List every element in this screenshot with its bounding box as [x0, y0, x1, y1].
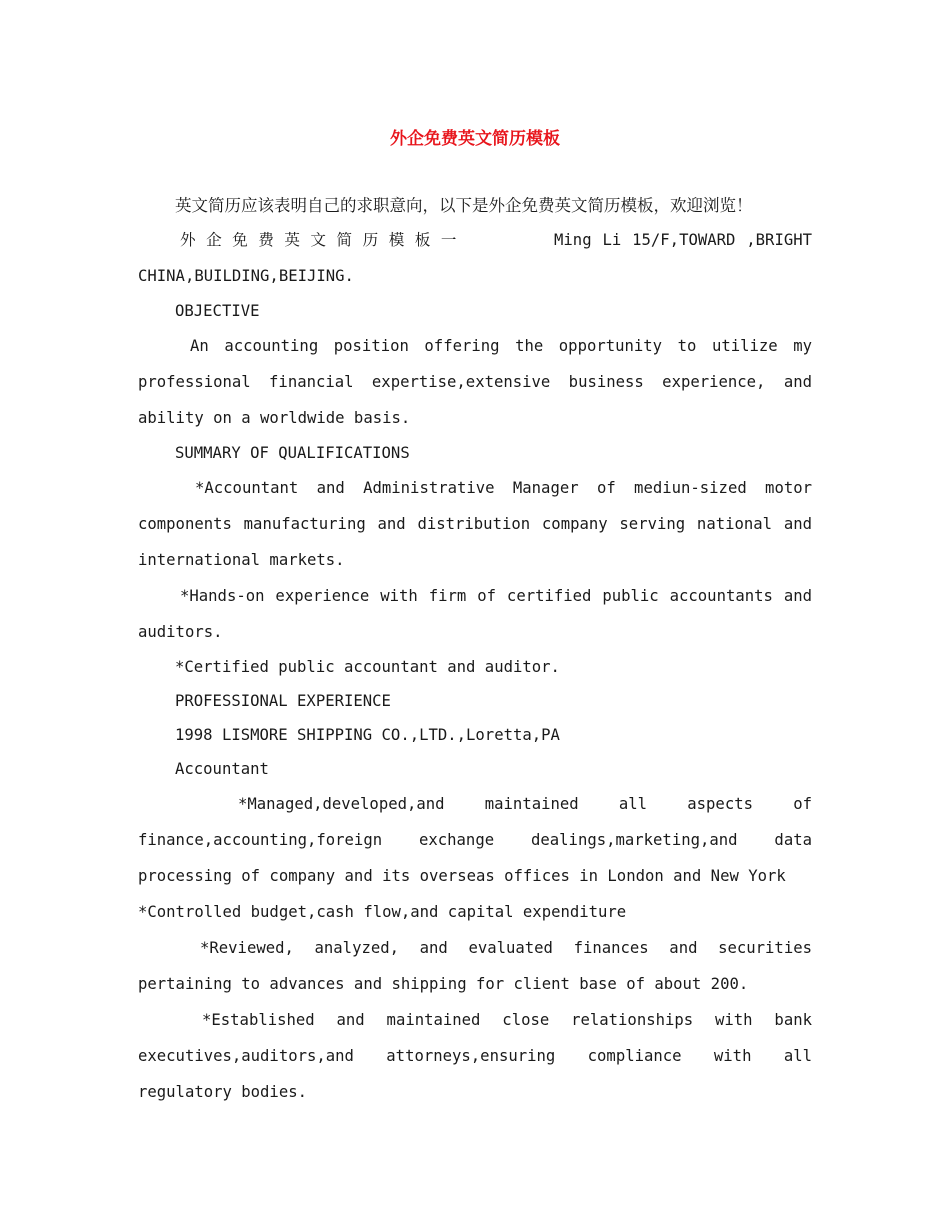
template-heading: 外企免费英文简历模板一 [180, 231, 467, 249]
objective-text: An accounting position offering the opportunity to utilize my professional financial expertise,extensive business experience, and ability on a worldwide basis. [138, 337, 812, 427]
employer-line: 1998 LISMORE SHIPPING CO.,LTD.,Loretta,PA [175, 726, 560, 744]
qualification-item: *Accountant and Administrative Manager of mediun-sized motor components manufacturing and distribution company serving national and international markets. [138, 479, 812, 569]
duty-item: *Established and maintained close relationships with bank executives,auditors,and attorneys,ensuring compliance with all regulatory bodies. [138, 1011, 812, 1101]
document-body [138, 190, 812, 1110]
qualification-item: *Hands-on experience with firm of certified public accountants and auditors. [138, 587, 812, 641]
duty-item: *Managed,developed,and maintained all aspects of finance,accounting,foreign exchange dealings,marketing,and data processing of company and its overseas offices in London and New York [138, 795, 812, 885]
address: Ming Li 15/F,TOWARD ,BRIGHT CHINA,BUILDING,BEIJING. [138, 231, 812, 285]
document-title: 外企免费英文简历模板 [390, 129, 560, 149]
job-title: Accountant [175, 760, 269, 778]
intro-paragraph: 英文简历应该表明自己的求职意向，以下是外企免费英文简历模板，欢迎浏览！ [175, 196, 753, 215]
template-heading-address [138, 222, 812, 294]
qualification-item: *Certified public accountant and auditor. [175, 658, 560, 676]
objective-heading: OBJECTIVE [175, 302, 260, 320]
summary-heading: SUMMARY OF QUALIFICATIONS [175, 444, 410, 462]
duty-item: *Reviewed, analyzed, and evaluated finances and securities pertaining to advances and shipping for client base of about 200. [138, 939, 812, 993]
duty-item: *Controlled budget,cash flow,and capital expenditure [138, 903, 627, 921]
experience-heading: PROFESSIONAL EXPERIENCE [175, 692, 391, 710]
